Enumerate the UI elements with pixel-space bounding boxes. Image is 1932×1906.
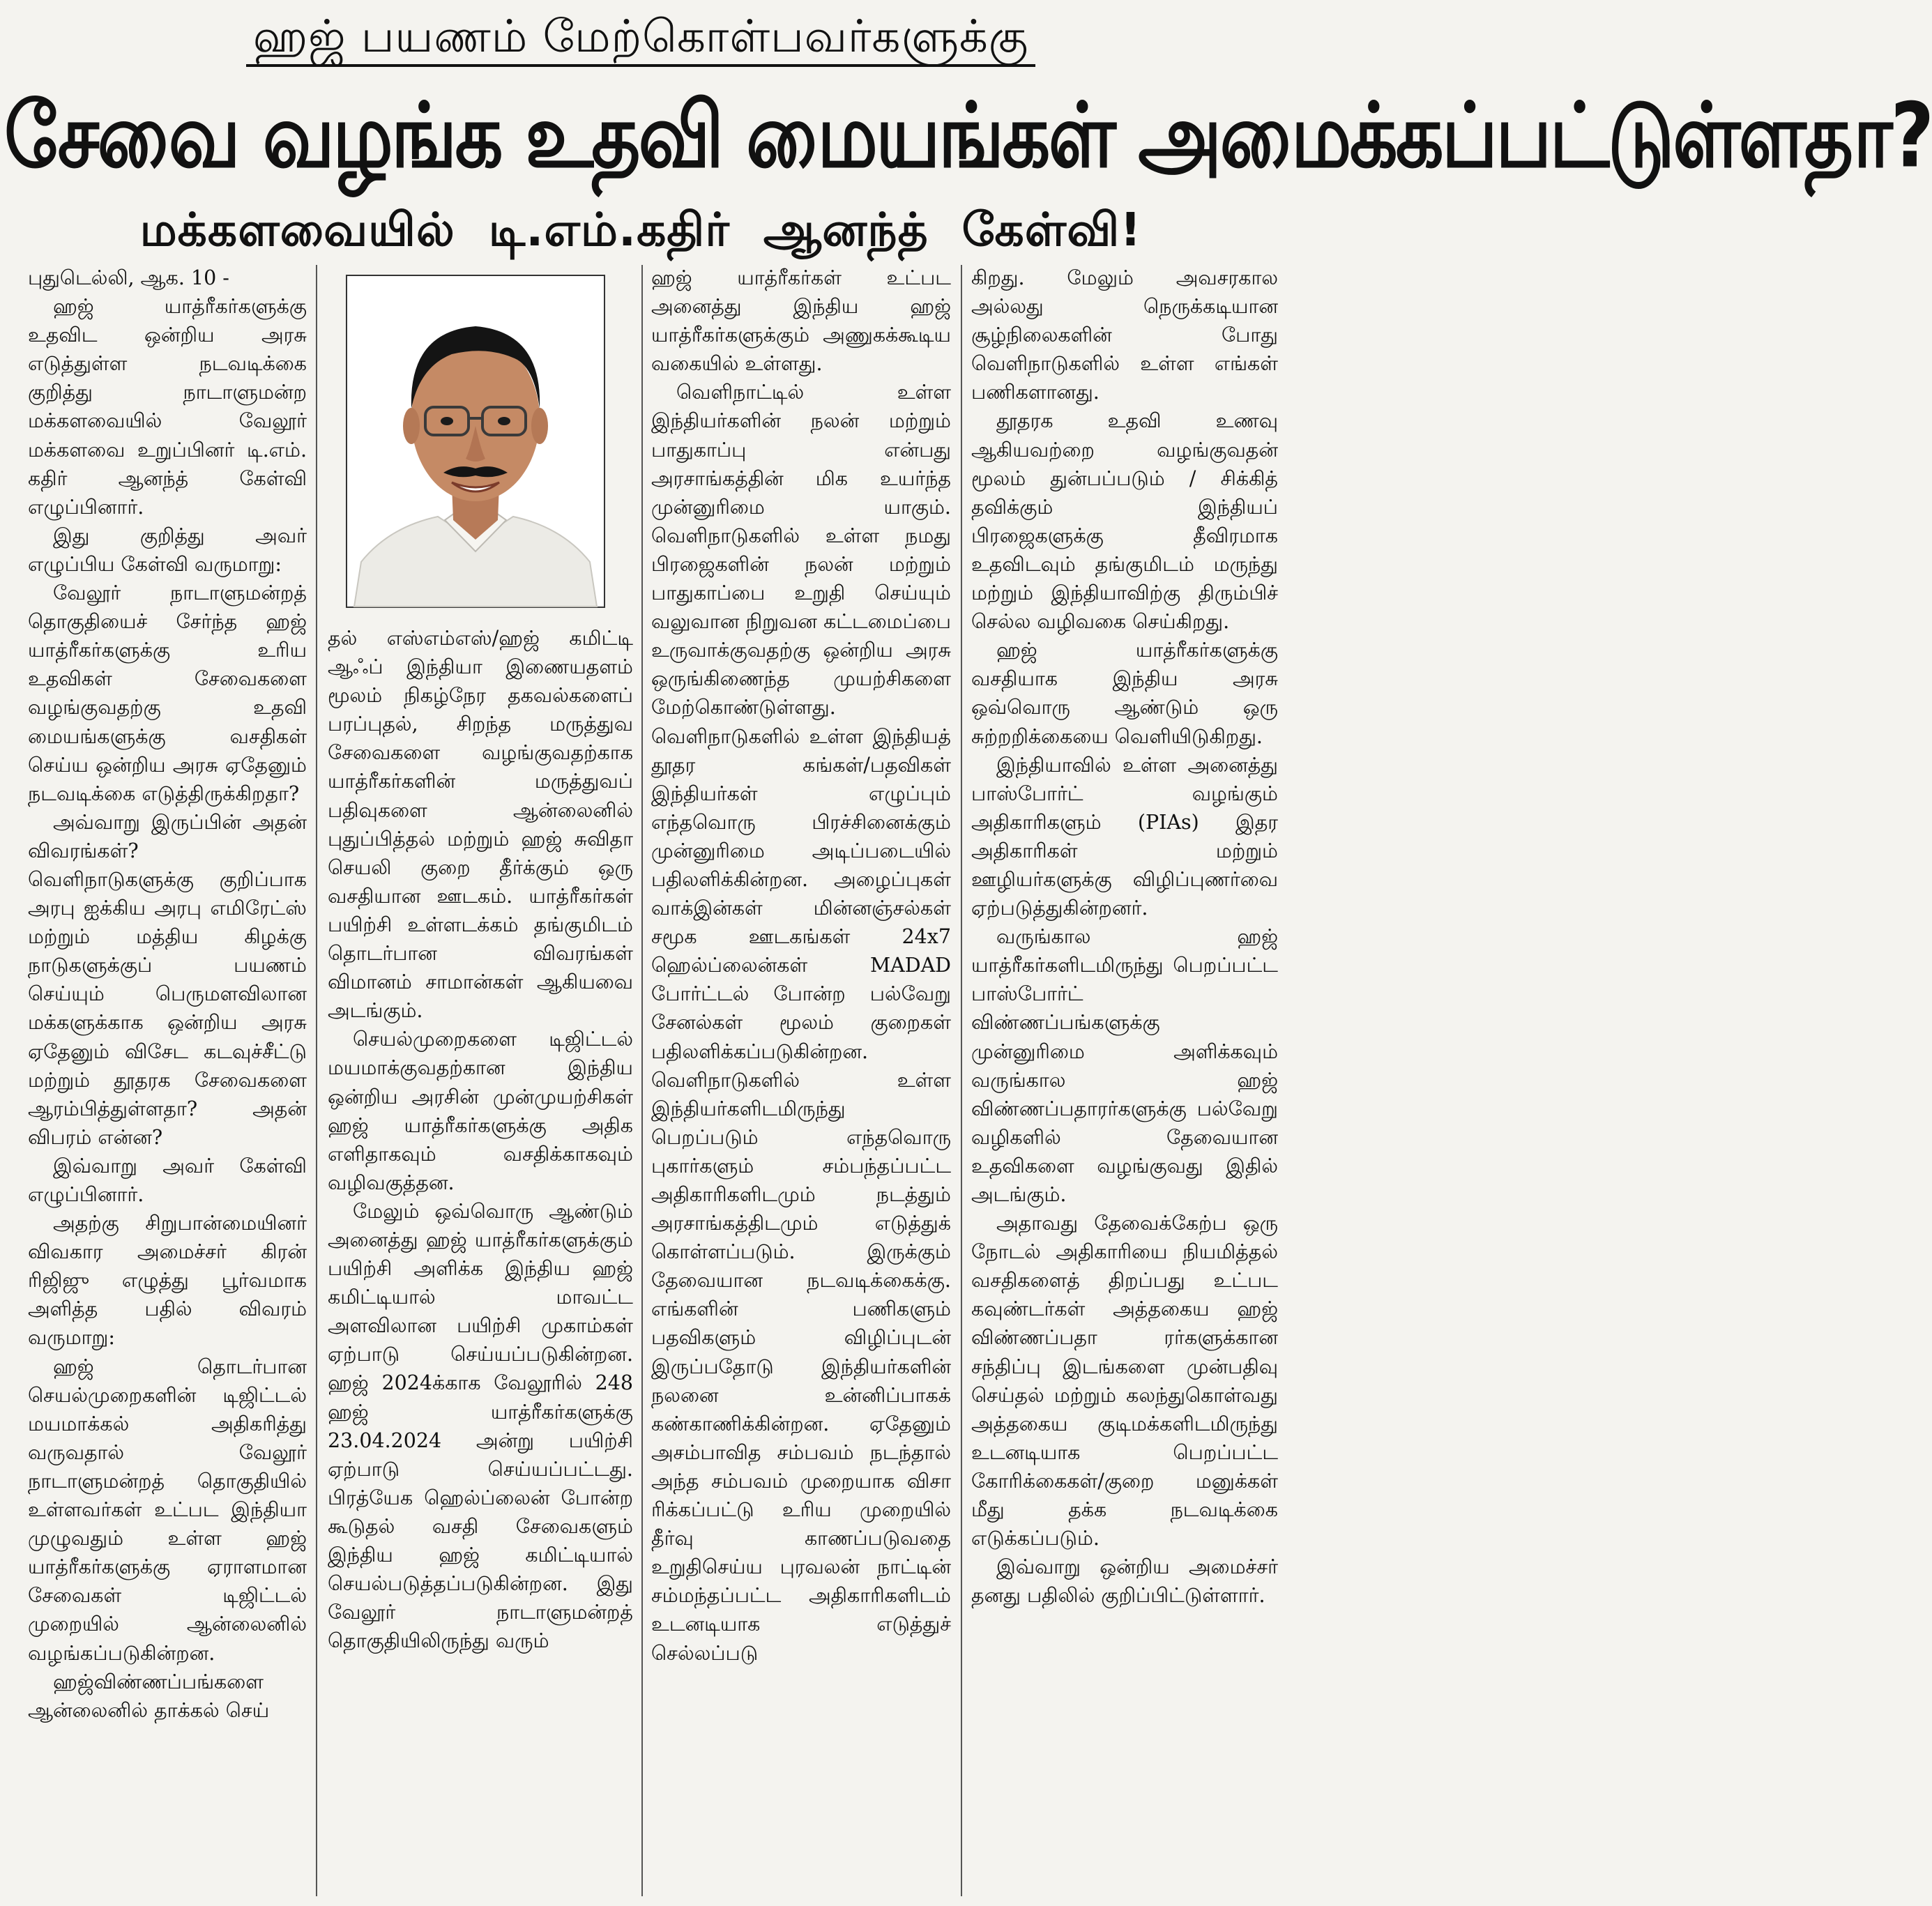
paragraph: வருங்கால ஹஜ் யாத்ரீகர்களிடமிருந்து பெறப்பட்ட பாஸ்போர்ட் விண்ணப்பங்களுக்கு முன்னுரிமை அளிக்கவும் வருங்கால ஹஜ் விண்ணப்பதாரர்களுக்கு பல்வேறு வழிகளில் தேவையான உதவிகளை வழங்குவது இதில் அடங்கும். [971,925,1278,1206]
paragraph: அதாவது தேவைக்கேற்ப ஒரு நோடல் அதிகாரியை நியமித்தல் வசதிகளைத் திறப்பது உட்பட கவுண்டர்கள் அத்தகைய ஹஜ் விண்ணப்பதா ரர்களுக்கான சந்திப்பு இடங்களை முன்பதிவு செய்தல் மற்றும் கலந்துகொள்வது அத்தகைய குடிமக்களிடமிருந்து உடனடியாக பெறப்பட்ட கோரிக்கைகள்/குறை மனுக்கள் மீது தக்க நடவடிக்கை எடுக்கப்படும். [971,1212,1278,1550]
paragraph: ஹஜ் யாத்ரீகர்களுக்கு உதவிட ஒன்றிய அரசு எடுத்துள்ள நடவடிக்கை குறித்து நாடாளுமன்ற மக்களவையில் வேலூர் மக்களவை உறுப்பினர் டி.எம். கதிர் ஆனந்த் கேள்வி எழுப்பினார். [28,295,307,519]
dateline: புதுடெல்லி, ஆக. 10 - [28,266,229,289]
article-column-2 [328,624,633,1906]
paragraph: இவ்வாறு ஒன்றிய அமைச்சர் தனது பதிலில் குறிப்பிட்டுள்ளார். [971,1555,1278,1608]
paragraph: செயல்முறைகளை டிஜிட்டல் மயமாக்குவதற்கான இந்திய ஒன்றிய அரசின் முன்முயற்சிகள் ஹஜ் யாத்ரீகர்களுக்கு அதிக எளிதாகவும் வசதிக்காகவும் வழிவகுத்தன. [328,1028,633,1194]
article-column-1 [28,264,307,1906]
paragraph: தல் எஸ்எம்எஸ்/ஹஜ் கமிட்டி ஆஃப் இந்தியா இணையதளம் மூலம் நிகழ்நேர தகவல்களைப் பரப்புதல், சிறந்த மருத்துவ சேவைகளை வழங்குவதற்காக யாத்ரீகர்களின் மருத்துவப் பதிவுகளை ஆன்லைனில் புதுப்பித்தல் மற்றும் ஹஜ் சுவிதா செயலி குறை தீர்க்கும் ஒரு வசதியான ஊடகம். யாத்ரீகர்கள் பயிற்சி உள்ளடக்கம் தங்குமிடம் தொடர்பான விவரங்கள் விமானம் சாமான்கள் ஆகியவை அடங்கும். [328,627,633,1023]
column-divider [961,265,962,1896]
column-divider [641,265,643,1896]
column-divider [316,265,317,1896]
article-column-4 [971,264,1278,1906]
paragraph: கிறது. மேலும் அவசரகால அல்லது நெருக்கடியான சூழ்நிலைகளின் போது வெளிநாடுகளில் உள்ள எங்கள் பணிகளானது. [971,266,1278,404]
paragraph: தூதரக உதவி உணவு ஆகியவற்றை வழங்குவதன் மூலம் துன்பப்படும் / சிக்கித் தவிக்கும் இந்தியப் பிரஜைகளுக்கு தீவிரமாக உதவிடவும் தங்குமிடம் மருந்து மற்றும் இந்தியாவிற்கு திரும்பிச் செல்ல வழிவகை செய்கிறது. [971,409,1278,634]
article-column-3 [651,264,951,1906]
paragraph: ஹஜ் யாத்ரீகர்கள் உட்பட அனைத்து இந்திய ஹஜ் யாத்ரீகர்களுக்கும் அணுகக்கூடிய வகையில் உள்ளது. [651,266,951,376]
paragraph: இவ்வாறு அவர் கேள்வி எழுப்பினார். [28,1154,307,1206]
paragraph: மேலும் ஒவ்வொரு ஆண்டும் அனைத்து ஹஜ் யாத்ரீகர்களுக்கும் பயிற்சி அளிக்க இந்திய ஹஜ் கமிட்டியால் மாவட்ட அளவிலான பயிற்சி முகாம்கள் ஏற்பாடு செய்யப்படுகின்றன. ஹஜ் 2024க்காக வேலூரில் 248 ஹஜ் யாத்ரீகர்களுக்கு 23.04.2024 அன்று பயிற்சி ஏற்பாடு செய்யப்பட்டது. பிரத்யேக ஹெல்ப்லைன் போன்ற கூடுதல் வசதி சேவைகளும் இந்திய ஹஜ் கமிட்டியால் செயல்படுத்தப்படுகின்றன. இது வேலூர் நாடாளுமன்றத் தொகுதியிலிருந்து வரும் [328,1199,633,1653]
main-headline: சேவை வழங்க உதவி மையங்கள் அமைக்கப்பட்டுள்ளதா? [4,84,1932,188]
paragraph: ஹஜ்விண்ணப்பங்களை ஆன்லைனில் தாக்கல் செய் [28,1670,270,1722]
paragraph: வெளிநாட்டில் உள்ள இந்தியர்களின் நலன் மற்றும் பாதுகாப்பு என்பது அரசாங்கத்தின் மிக உயர்ந்த முன்னுரிமை யாகும். வெளிநாடுகளில் உள்ள நமது பிரஜைகளின் நலன் மற்றும் பாதுகாப்பை உறுதி செய்யும் வலுவான நிறுவன கட்டமைப்பை உருவாக்குவதற்கு ஒன்றிய அரசு ஒருங்கிணைந்த முயற்சிகளை மேற்கொண்டுள்ளது. வெளிநாடுகளில் உள்ள இந்தியத் தூதர கங்கள்/பதவிகள் இந்தியர்கள் எழுப்பும் எந்தவொரு பிரச்சினைக்கும் முன்னுரிமை அடிப்படையில் பதிலளிக்கின்றன. அழைப்புகள் வாக்இன்கள் மின்னஞ்சல்கள் சமூக ஊடகங்கள் 24x7 ஹெல்ப்லைன்கள் MADAD போர்ட்டல் போன்ற பல்வேறு சேனல்கள் மூலம் குறைகள் பதிலளிக்கப்படுகின்றன. வெளிநாடுகளில் உள்ள இந்தியர்களிடமிருந்து பெறப்படும் எந்தவொரு புகார்களும் சம்பந்தப்பட்ட அதிகாரிகளிடமும் நடத்தும் அரசாங்கத்திடமும் எடுத்துக் கொள்ளப்படும். இருக்கும் தேவையான நடவடிக்கைக்கு. எங்களின் பணிகளும் பதவிகளும் விழிப்புடன் இருப்பதோடு இந்தியர்களின் நலனை உன்னிப்பாகக் கண்காணிக்கின்றன. ஏதேனும் அசம்பாவித சம்பவம் நடந்தால் அந்த சம்பவம் முறையாக விசா ரிக்கப்பட்டு உரிய முறையில் தீர்வு காணப்படுவதை உறுதிசெய்ய புரவலன் நாட்டின் சம்மந்தப்பட்ட அதிகாரிகளிடம் உடனடியாக எடுத்துச் செல்லப்படு [651,381,951,1665]
kicker-headline [0,10,1281,64]
paragraph: இந்தியாவில் உள்ள அனைத்து பாஸ்போர்ட் வழங்கும் அதிகாரிகளும் (PIAs) இதர அதிகாரிகள் மற்றும் ஊழியர்களுக்கு விழிப்புணர்வை ஏற்படுத்துகின்றனர். [971,753,1278,920]
portrait-photo [346,275,605,608]
paragraph: அதற்கு சிறுபான்மையினர் விவகார அமைச்சர் கிரன் ரிஜிஜு எழுத்து பூர்வமாக அளித்த பதில் விவரம் வருமாறு: [28,1212,307,1350]
paragraph: ஹஜ் யாத்ரீகர்களுக்கு வசதியாக இந்திய அரசு ஒவ்வொரு ஆண்டும் ஒரு சுற்றறிக்கையை வெளியிடுகிறது. [971,639,1278,748]
paragraph: இது குறித்து அவர் எழுப்பிய கேள்வி வருமாறு: [28,524,307,576]
paragraph: ஹஜ் தொடர்பான செயல்முறைகளின் டிஜிட்டல் மயமாக்கல் அதிகரித்து வருவதால் வேலூர் நாடாளுமன்றத் தொகுதியில் உள்ளவர்கள் உட்பட இந்தியா முழுவதும் உள்ள ஹஜ் யாத்ரீகர்களுக்கு ஏராளமான சேவைகள் டிஜிட்டல் முறையில் ஆன்லைனில் வழங்கப்படுகின்றன. [28,1355,307,1665]
portrait-icon [347,276,604,607]
paragraph: அவ்வாறு இருப்பின் அதன் விவரங்கள்? வெளிநாடுகளுக்கு குறிப்பாக அரபு ஐக்கிய அரபு எமிரேட்ஸ் மற்றும் மத்திய கிழக்கு நாடுகளுக்குப் பயணம் செய்யும் பெருமளவிலான மக்களுக்காக ஒன்றிய அரசு ஏதேனும் விசேட கடவுச்சீட்டு மற்றும் தூதரக சேவைகளை ஆரம்பித்துள்ளதா? அதன் விபரம் என்ன? [28,810,307,1149]
kicker-text: ஹஜ் பயணம் மேற்கொள்பவர்களுக்கு [246,11,1036,67]
sub-headline: மக்களவையில் டி.எம்.கதிர் ஆனந்த் கேள்வி! [139,203,1142,257]
paragraph: வேலூர் நாடாளுமன்றத் தொகுதியைச் சேர்ந்த ஹஜ் யாத்ரீகர்களுக்கு உரிய உதவிகள் சேவைகளை வழங்குவதற்கு உதவி மையங்களுக்கு வசதிகள் செய்ய ஒன்றிய அரசு ஏதேனும் நடவடிக்கை எடுத்திருக்கிறதா? [28,581,307,805]
